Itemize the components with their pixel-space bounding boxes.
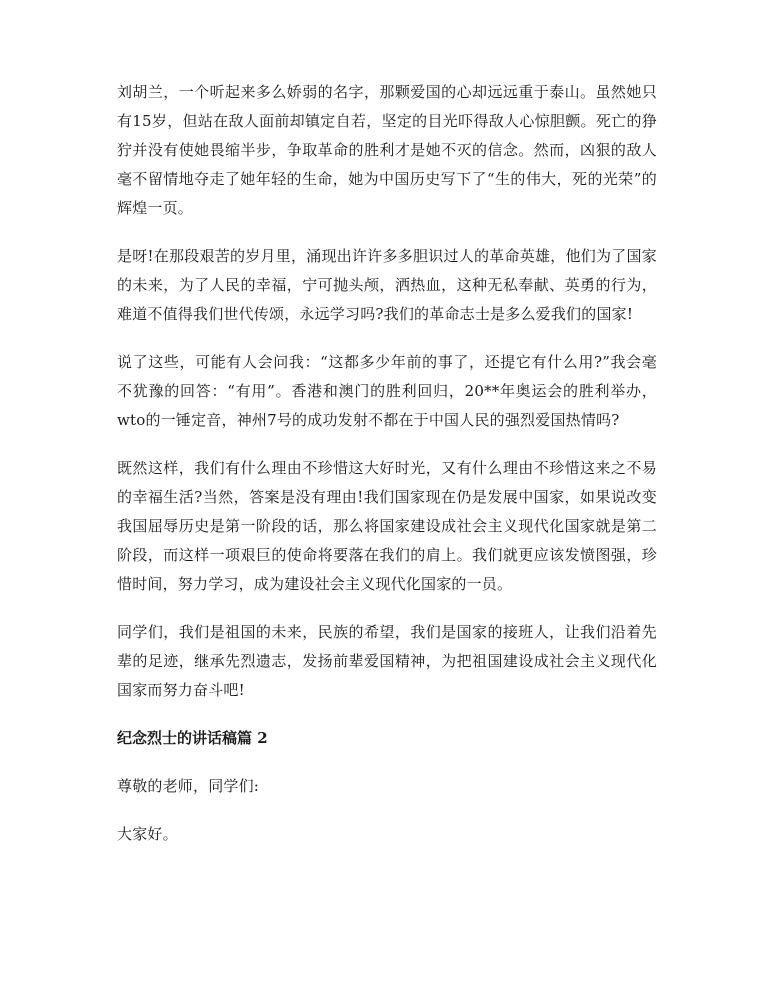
paragraph-call-to-action: 同学们，我们是祖国的未来，民族的希望，我们是国家的接班人，让我们沿着先辈的足迹，继承先烈遗志，发扬前辈爱国精神，为把祖国建设成社会主义现代化国家而努力奋斗吧! (117, 623, 657, 699)
paragraph-liu-hulan: 刘胡兰，一个听起来多么娇弱的名字，那颗爱国的心却远远重于泰山。虽然她只有15岁，但站在敌人面前却镇定自若，坚定的目光吓得敌人心惊胆颤。死亡的狰狞并没有使她畏缩半步，争取革命的胜利才是她不灭的信念。然而，凶狠的敌人毫不留情地夺走了她年轻的生命，她为中国历史写下了“生的伟大，死的光荣”的辉煌一页。 (117, 83, 657, 217)
greeting: 尊敬的老师，同学们: (117, 777, 260, 795)
paragraph-revolutionary-heroes: 是呀!在那段艰苦的岁月里，涌现出许许多多胆识过人的革命英雄，他们为了国家的未来，为了人民的幸福，宁可抛头颅，洒热血，这种无私奉献、英勇的行为，难道不值得我们世代传颂，永远学习吗?我们的革命志士是多么爱我们的国家! (117, 247, 657, 323)
document-page (117, 78, 657, 868)
opening-line: 大家好。 (117, 825, 178, 843)
paragraph-patriotic-passion: 说了这些，可能有人会问我：“这都多少年前的事了，还提它有什么用?”我会毫不犹豫的回答：“有用”。香港和澳门的胜利回归，20**年奥运会的胜利举办，wto的一锤定音，神州7号的成功发射不都在于中国人民的强烈爱国热情吗? (117, 353, 657, 429)
paragraph-cherish-life: 既然这样，我们有什么理由不珍惜这大好时光，又有什么理由不珍惜这来之不易的幸福生活?当然，答案是没有理由!我们国家现在仍是发展中国家，如果说改变我国屈辱历史是第一阶段的话，那么将国家建设成社会主义现代化国家就是第二阶段，而这样一项艰巨的使命将要落在我们的肩上。我们就更应该发愤图强，珍惜时间，努力学习，成为建设社会主义现代化国家的一员。 (117, 459, 657, 593)
section-heading: 纪念烈士的讲话稿篇 2 (117, 729, 268, 747)
